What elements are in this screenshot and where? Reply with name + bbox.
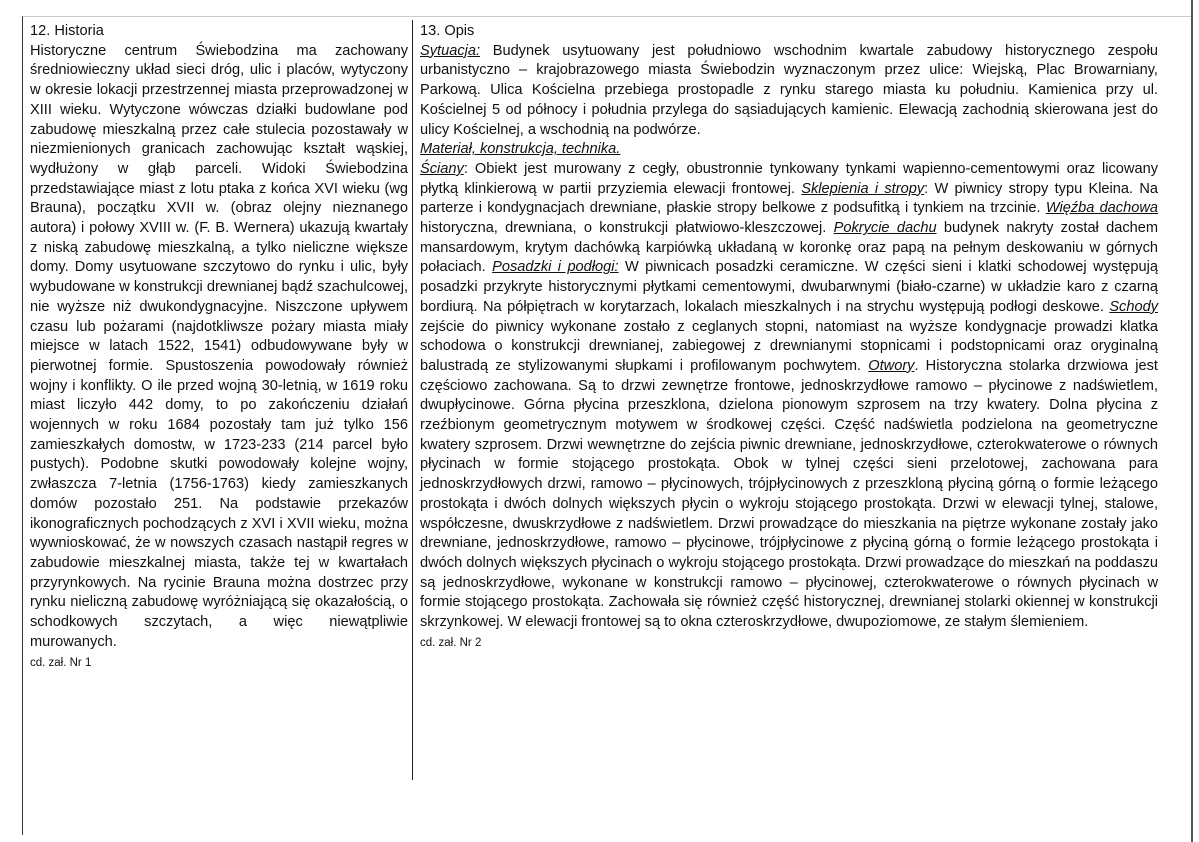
floors-text: W piwnicach posadzki ceramiczne. W części sieni i klatki schodowej występują posadzki przykryte historycznymi płytkami cementowymi, dwubarwnymi (biało-czarne) w układzie karo z czarną bordiurą. Na półpiętrach w korytarzach, lokalach mieszkalnych i na strychu występują podłogi deskowe. bbox=[420, 259, 1158, 315]
stairs-label: Schody bbox=[1109, 298, 1158, 315]
openings-text: . Historyczna stolarka drzwiowa jest częściowo zachowana. Są to drzwi zewnętrze frontowe, jednoskrzydłowe ramowo – płycinowe z nadświetlem, dwupłycinowe. Górna płycina przeszklona, dzielona pionowym szprosem na trzy kwatery. Dolna płycina z rzeźbionym geometrycznym motywem w środkowej części. Część nadświetla podzielona na geometryczne kwatery szprosem. Drzwi wewnętrzne do zejścia piwnic drewniane, jednoskrzydłowe, czterokwaterowe o równych płycinach w formie stojącego prostokąta. Obok w tylnej części sieni przelotowej, zachowana para jednoskrzydłowych drzwi, ramowo – płycinowych, trójpłycinowych z przeszkloną płyciną górną o formie leżącego prostokąta i dwóch dolnych większych płycin o wykroju stojącego prostokąta. Drzwi w elewacji tylnej, stalowe, współczesne, dwuskrzydłowe z nadświetlem. Drzwi prowadzące do mieszkania na piętrze wykonane zostały jako drewniane, jednoskrzydłowe, ramowo – płycinowe, trójpłycinowe z płyciną górną o formie leżącego prostokąta i dwóch dolnych większych płycinach o wykroju stojącego prostokąta. Drzwi prowadzące do mieszkań na poddaszu są jednoskrzydłowe, wykonane w konstrukcji ramowo – płycinowej, czterokwaterowe o równych płycinach w formie stojącego prostokąta. Zachowała się również część historycznej, drewnianej stolarki okiennej w konstrukcji skrzynkowej. W elewacji frontowej są to okna czteroskrzydłowe, dwupoziomowe, ze stałym ślemieniem. bbox=[420, 357, 1158, 631]
history-heading: 12. Historia bbox=[30, 23, 104, 39]
column-divider bbox=[412, 20, 413, 780]
material-heading-paragraph bbox=[420, 140, 1158, 160]
description-heading: 13. Opis bbox=[420, 23, 475, 39]
history-column bbox=[30, 22, 408, 671]
roof-truss-label: Więźba dachowa bbox=[1045, 200, 1158, 217]
ceilings-label: Sklepienia i stropy bbox=[801, 180, 925, 197]
openings-label: Otwory bbox=[868, 357, 915, 374]
stairs-text: zejście do piwnicy wykonane zostało z ceglanych stopni, natomiast na wyższe kondygnacje prowadzi klatka schodowa o konstrukcji drewnianej, zabiegowej z drewnianymi stopnicami i podstopnicami oraz oryginalną balustradą ze stylizowanymi słupkami i profilowanym pochwytem. bbox=[420, 318, 1158, 374]
situation-label: Sytuacja: bbox=[420, 42, 481, 59]
roof-truss-text: historyczna, drewniana, o konstrukcji płatwiowo-kleszczowej. bbox=[420, 220, 834, 237]
situation-text: Budynek usytuowany jest południowo wschodnim kwartale zabudowy historycznego zespołu urbanistyczno – krajobrazowego miasta Świebodzin wyznaczonym przez ulice: Wiejską, Plac Browarniany, Parkową. Ulica Kościelna przebiega prostopadle z rynku starego miasta ku południu. Kamienica przy ul. Kościelnej 5 od północy i południa przylega do sąsiadujących kamienic. Elewacją zachodnią skierowana jest do ulicy Kościelnej, a wschodnią na podwórze. bbox=[420, 42, 1158, 138]
description-note: cd. zał. Nr 2 bbox=[420, 636, 482, 649]
construction-paragraph bbox=[420, 160, 1158, 633]
roofing-label: Pokrycie dachu bbox=[833, 220, 937, 237]
walls-text: : Obiekt jest murowany z cegły, obustronnie tynkowany tynkami wapienno-cementowymi oraz licowany płytką klinkierową w partii przyziemia elewacji frontowej. bbox=[420, 160, 1158, 197]
description-column bbox=[420, 22, 1158, 651]
material-label: Materiał, konstrukcja, technika. bbox=[420, 141, 621, 158]
situation-paragraph bbox=[420, 42, 1158, 141]
history-text: Historyczne centrum Świebodzina ma zachowany średniowieczny układ sieci dróg, ulic i placów, wytyczony w okresie lokacji przestrzennej miasta przeprowadzonej w XIII wieku. Wytyczone wówczas działki budowlane pod zabudowę mieszkalną przez całe stulecia pozostawały w niezmienionych granicach zachowując kształt wąskiej, wydłużony w głąb parceli. Widoki Świebodzina przedstawiające miast z lotu ptaka z końca XVI wieku (wg Brauna), początku XVII w. (obraz olejny nieznanego autora) i połowy XVIII w. (F. B. Wernera) ukazują kwartały z niską zabudowę mieszkalną, a tylko nieliczne większe domy. Domy usytuowane szczytowo do rynku i ulic, były wybudowane w konstrukcji drewnianej bądź szachulcowej, nie wyższe niż dwukondygnacyjne. Niszczone upływem czasu lub pożarami (najdotkliwsze pożary miasta miały miejsce w latach 1522, 1541) odbudowywane były w pierwotnej formie. Spustoszenia powodowały również wojny i konflikty. O ile przed wojną 30-letnią, w 1619 roku miast liczyło 442 domy, to po zakończeniu działań wojennych w roku 1684 pozostały tam już tylko 156 zamieszkałych domostw, w 1723-233 (214 parcel było pustych). Podobne skutki powodowały kolejne wojny, zwłaszcza 7-letnia (1756-1763) kiedy zamieszkanych domów pozostało 251. Na podstawie przekazów ikonograficznych pochodzących z XVI i XVII wieku, można wywnioskować, że w nowszych czasach nastąpił regres w zabudowie mieszkalnej miasta, także tej w kwartałach przyrynkowych. Na rycinie Brauna można dostrzec przy rynku nieliczną zabudowę wyróżniającą się okazałością, o schodkowych szczytach, a więc niewątpliwie murowanych. bbox=[30, 42, 409, 650]
walls-label: Ściany bbox=[420, 160, 464, 177]
floors-label: Posadzki i podłogi: bbox=[492, 259, 619, 276]
ceilings-text: : W piwnicy stropy typu Kleina. Na parterze i kondygnacjach drewniane, płaskie stropy belkowe z podsufitką i tynkiem na trzcinie. bbox=[420, 180, 1158, 217]
scan-edge bbox=[1191, 0, 1193, 842]
history-note: cd. zał. Nr 1 bbox=[30, 656, 92, 669]
roofing-text: budynek nakryty został dachem mansardowym, krytym dachówką karpiówką układaną w koronkę oraz papą na pełnym deskowaniu w górnych połaciach. bbox=[420, 220, 1159, 276]
